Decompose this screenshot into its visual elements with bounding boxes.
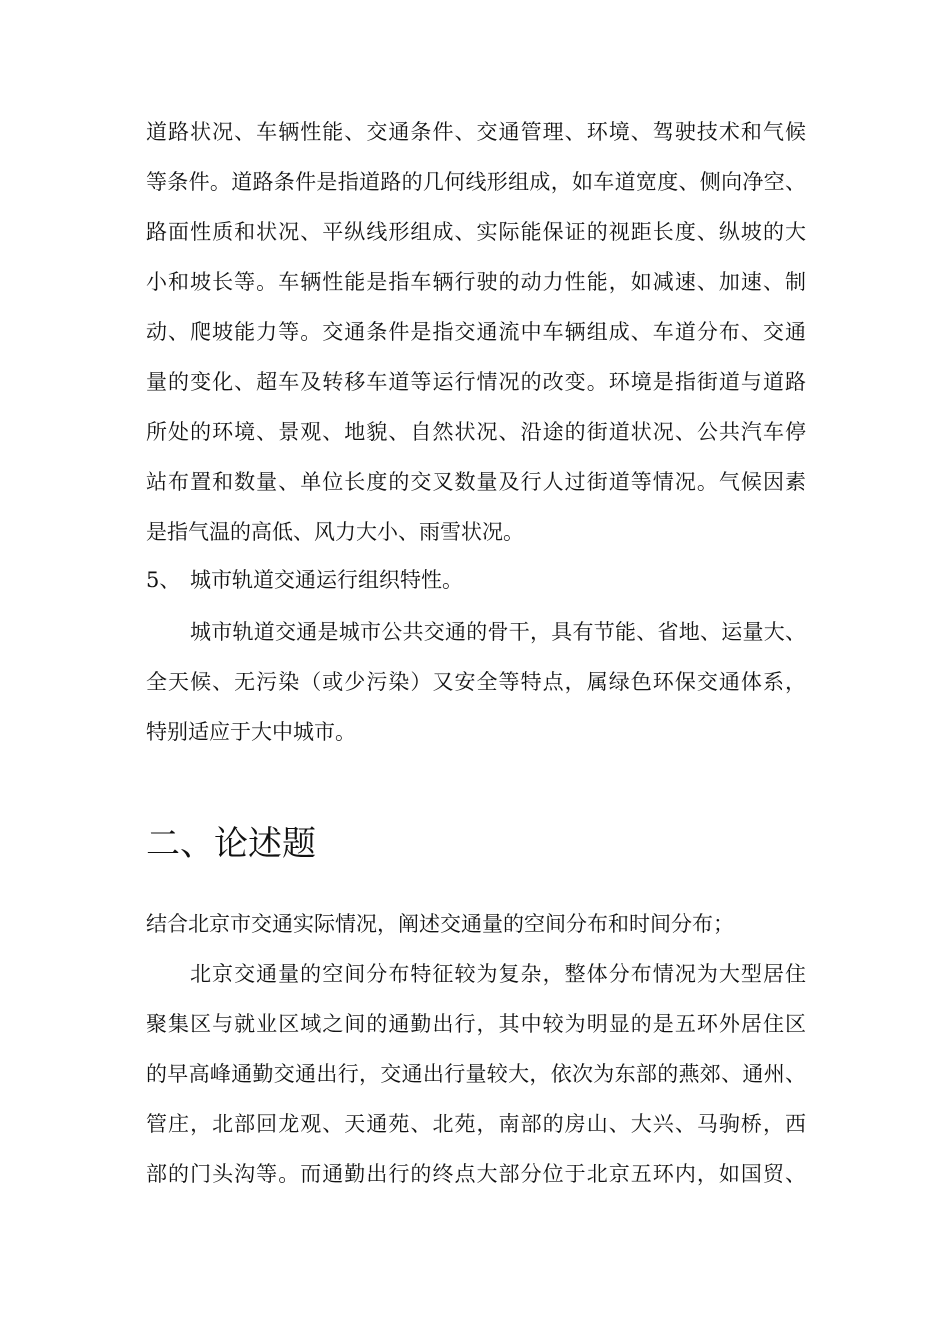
text-line: 全天候、无污染（或少污染）又安全等特点，属绿色环保交通体系， <box>146 670 806 694</box>
text-line: 所处的环境、景观、地貌、自然状况、沿途的街道状况、公共汽车停 <box>146 420 806 444</box>
text-line: 小和坡长等。车辆性能是指车辆行驶的动力性能，如减速、加速、制 <box>146 270 806 294</box>
text-line: 是指气温的高低、风力大小、雨雪状况。 <box>146 520 524 544</box>
list-item-title: 城市轨道交通运行组织特性。 <box>190 568 463 592</box>
text-line: 的早高峰通勤交通出行，交通出行量较大，依次为东部的燕郊、通州、 <box>146 1062 806 1086</box>
text-line: 部的门头沟等。而通勤出行的终点大部分位于北京五环内，如国贸、 <box>146 1162 806 1186</box>
text-line: 聚集区与就业区域之间的通勤出行，其中较为明显的是五环外居住区 <box>146 1012 806 1036</box>
text-line: 站布置和数量、单位长度的交叉数量及行人过街道等情况。气候因素 <box>146 470 806 494</box>
text-line: 路面性质和状况、平纵线形组成、实际能保证的视距长度、纵坡的大 <box>146 220 806 244</box>
question-text: 结合北京市交通实际情况，阐述交通量的空间分布和时间分布； <box>146 912 734 936</box>
text-line: 特别适应于大中城市。 <box>146 720 356 744</box>
text-line: 城市轨道交通是城市公共交通的骨干，具有节能、省地、运量大、 <box>190 620 806 644</box>
text-line: 道路状况、车辆性能、交通条件、交通管理、环境、驾驶技术和气候 <box>146 120 806 144</box>
text-line: 管庄，北部回龙观、天通苑、北苑，南部的房山、大兴、马驹桥，西 <box>146 1112 806 1136</box>
text-line: 北京交通量的空间分布特征较为复杂，整体分布情况为大型居住 <box>190 962 806 986</box>
text-line: 量的变化、超车及转移车道等运行情况的改变。环境是指街道与道路 <box>146 370 806 394</box>
section-heading: 二、论述题 <box>146 824 316 864</box>
text-line: 动、爬坡能力等。交通条件是指交通流中车辆组成、车道分布、交通 <box>146 320 806 344</box>
text-line: 等条件。道路条件是指道路的几何线形组成，如车道宽度、侧向净空、 <box>146 170 806 194</box>
list-item-number: 5、 <box>146 568 181 592</box>
